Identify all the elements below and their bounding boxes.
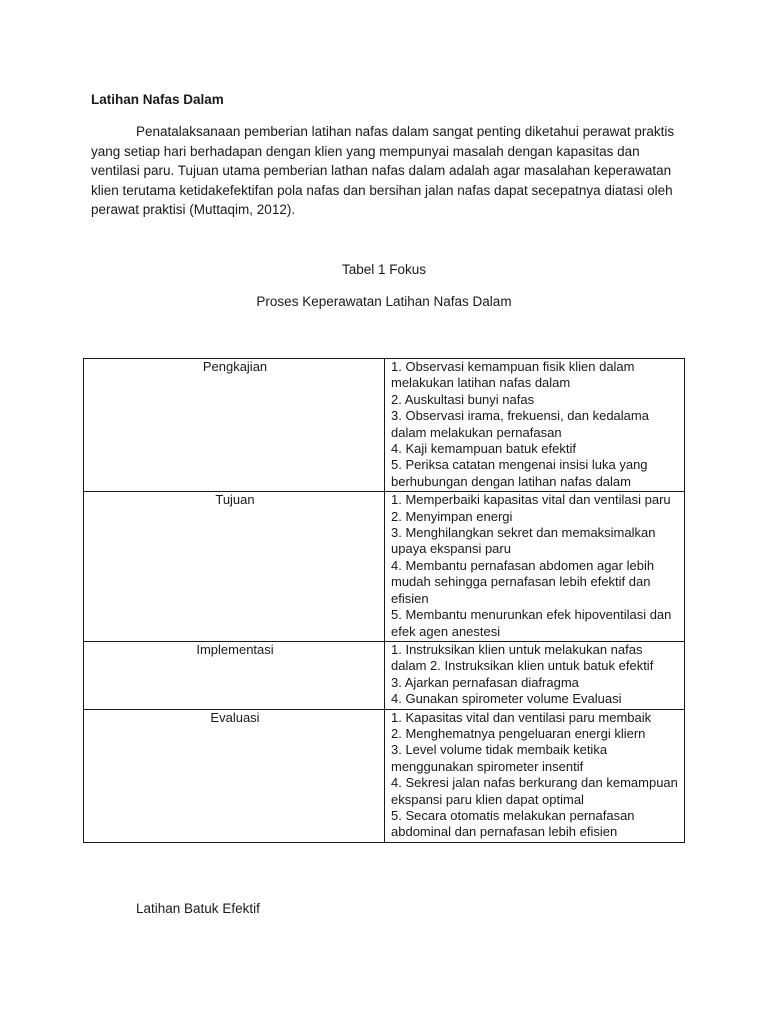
list-item: 1. Kapasitas vital dan ventilasi paru membaik: [391, 709, 652, 725]
row-content-pengkajian: [385, 359, 685, 492]
row-label-evaluasi: Evaluasi: [84, 709, 385, 842]
list-item: 5. Periksa catatan mengenai insisi luka yang berhubungan dengan latihan nafas dalam: [391, 457, 648, 489]
list-item: 4. Sekresi jalan nafas berkurang dan kemampuan ekspansi paru klien dapat optimal: [391, 775, 678, 807]
list-item: 1. Observasi kemampuan fisik klien dalam melakukan latihan nafas dalam: [391, 359, 635, 391]
table-row: [84, 709, 685, 842]
row-content-evaluasi: [385, 709, 685, 842]
list-item: 2. Menghematnya pengeluaran energi kliern: [391, 725, 646, 741]
list-item: 5. Membantu menurunkan efek hipoventilasi dan efek agen anestesi: [391, 607, 672, 639]
list-item: 1. Memperbaiki kapasitas vital dan ventilasi paru 2. Menyimpan energi: [391, 492, 671, 524]
row-content-implementasi: [385, 641, 685, 709]
list-item: 1. Instruksikan klien untuk melakukan nafas dalam 2. Instruksikan klien untuk batuk efektif: [391, 641, 654, 674]
list-item: 2. Auskultasi bunyi nafas: [391, 391, 535, 407]
row-content-tujuan: [385, 492, 685, 642]
intro-paragraph: Penatalaksanaan pemberian latihan nafas dalam sangat penting diketahui perawat praktis yang setiap hari berhadapan dengan klien yang mempunyai masalah dengan kapasitas dan ventilasi paru. Tujuan utama pemberian lathan nafas dalam adalah agar masalahan keperawatan klien terutama ketidakefektifan pola nafas dan bersihan jalan nafas dapat secepatnya diatasi oleh perawat praktisi (Muttaqim, 2012).: [91, 124, 675, 218]
list-item: 4. Membantu pernafasan abdomen agar lebih mudah sehingga pernafasan lebih efektif dan efisien: [391, 557, 655, 606]
row-label-tujuan: Tujuan: [84, 492, 385, 642]
row-label-pengkajian: Pengkajian: [84, 359, 385, 492]
table-caption: Tabel 1 Fokus: [341, 262, 427, 277]
table-row: [84, 359, 685, 492]
list-item: 3. Menghilangkan sekret dan memaksimalkan upaya ekspansi paru: [391, 525, 656, 557]
list-item: 4. Gunakan spirometer volume Evaluasi: [391, 691, 622, 707]
list-item: 3. Ajarkan pernafasan diafragma: [391, 674, 579, 690]
list-item: 3. Level volume tidak membaik ketika menggunakan spirometer insentif: [391, 742, 608, 774]
list-item: 3. Observasi irama, frekuensi, dan kedalama dalam melakukan pernafasan: [391, 408, 649, 440]
list-item: 5. Secara otomatis melakukan pernafasan abdominal dan pernafasan lebih efisien: [391, 807, 635, 840]
list-item: 4. Kaji kemampuan batuk efektif: [391, 441, 576, 457]
document-heading: Latihan Nafas Dalam: [91, 92, 224, 107]
row-label-implementasi: Implementasi: [84, 641, 385, 709]
table-row: [84, 492, 685, 642]
table-row: [84, 641, 685, 709]
next-section-heading: Latihan Batuk Efektif: [136, 901, 260, 916]
nursing-process-table: [83, 358, 685, 843]
table-subtitle: Proses Keperawatan Latihan Nafas Dalam: [256, 294, 512, 309]
